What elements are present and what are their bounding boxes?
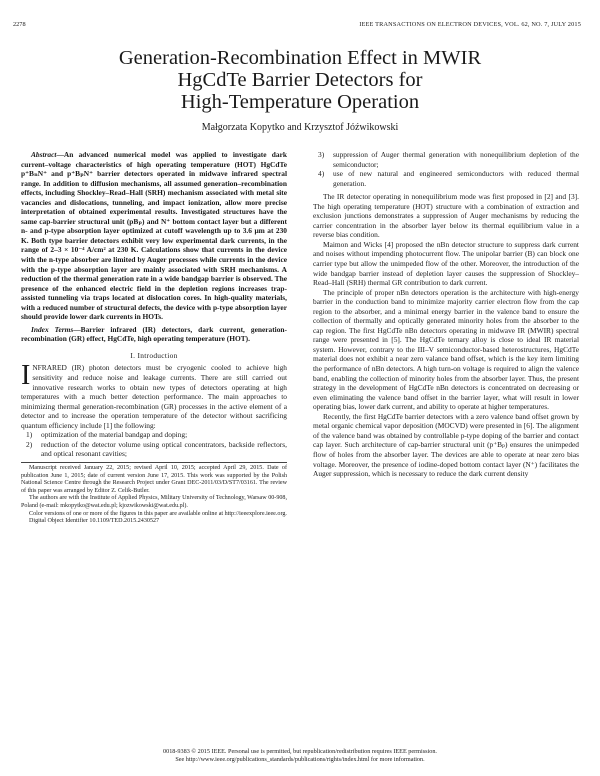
drop-cap: I bbox=[21, 360, 31, 392]
abstract-text: An advanced numerical model was applied to investigate dark current–voltage characteristics of high operating temperature (HOT) HgCdTe p⁺BₙN⁺ and p⁺BₚN⁺ barrier detectors operated in midwave infrared spectral range. In addition to diffusion mechanisms, all assumed generation–recombination effects, including Shockley–Read–Hall (SRH) mechanism associated with metal site vacancies and dislocations, tunneling, and impact ionization, allow more precise interpretation of obtained experimental results. Investigated structures have the same cap-barrier structural unit (pBₚ) and N⁺ bottom contact layer but a different n- and p-type absorption layer optimized at cutoff wavelength up to 3.6 μm at 230 K. Both type barrier detectors exhibit very low experimental dark currents, in the range of 2–3 × 10⁻⁴ A/cm² at 230 K. Calculations show that currents in the device with the n-type absorber are limited by Auger processes while currents in the device with the p-type absorption layer are mainly associated with SRH mechanisms. A reduction of the thermal generation rate in a wide bandgap barrier is observed. The presence of the enhanced electric field in the depletion regions increases trap-assisted tunneling via traps located at dislocation cores. In high-quality materials, with a reduced number of structural defects, the device with p-type absorption layer should provide lower dark currents in HOTs. bbox=[21, 150, 287, 322]
intro-paragraph-4: The principle of proper nBn detectors operation is the architecture with high-energy barrier in the conduction band to minimize majority carrier electron flow from the cap region to the absorber, and a minimal energy barrier in the valence band to ensure the collection of thermally and optically generated minority holes from the absorber to the cap region. The first HgCdTe nBn detectors operating in midwave IR (MWIR) spectral range were presented in [5]. The HgCdTe ternary alloy is close to ideal IR material system. However, contrary to the III–V semiconductor-based heterostructures, HgCdTe material does not exhibit a near zero valance band offset, which is the key item limiting the performance of nBn detectors. A high turn-on voltage is required to align the valence band, enabling the collection of minority holes from the absorber layer. Thus, the present strategy in the development of HgCdTe nBn detectors is concentrated on decreasing or even eliminating the valence band offset in the barrier layer, what will result in lower operating bias, lower dark current, and ability to operate at higher temperatures. bbox=[313, 287, 579, 412]
footnote-authors: The authors are with the Institute of Applied Physics, Military University of Technology, Warsaw 00-908, Poland (e-mail: mkopytko@wat.edu.pl; kjozwikowski@wat.edu.pl). bbox=[21, 495, 287, 509]
footnote-color: Color versions of one or more of the figures in this paper are available online at http://ieeexplore.ieee.org. bbox=[29, 510, 287, 517]
title-line-3: High-Temperature Operation bbox=[180, 91, 420, 113]
footnote-doi: Digital Object Identifier 10.1109/TED.2015.2430527 bbox=[29, 518, 160, 525]
list-item bbox=[21, 430, 287, 440]
index-terms-dash: — bbox=[73, 324, 81, 334]
list-item-number: 3) bbox=[318, 150, 325, 159]
journal-header: IEEE TRANSACTIONS ON ELECTRON DEVICES, VOL. 62, NO. 7, JULY 2015 bbox=[359, 21, 581, 28]
footnote-manuscript: Manuscript received January 22, 2015; revised April 10, 2015; accepted April 29, 2015. Date of publication June 1, 2015; date of current version June 17, 2015. This work was supported by the Polish National Science Centre through the Research Project under Grant DEC-2011/03/D/ST7/03161. The review of this paper was arranged by Editor Z. Celik-Butler. bbox=[21, 464, 287, 494]
left-column bbox=[21, 150, 287, 526]
list-item bbox=[21, 440, 287, 459]
index-terms bbox=[21, 325, 287, 344]
index-terms-label: Index Terms bbox=[31, 324, 74, 334]
list-item bbox=[313, 169, 579, 188]
footnote-divider bbox=[21, 462, 287, 463]
list-item-text: use of new natural and engineered semiconductors with reduced thermal generation. bbox=[333, 169, 579, 188]
intro-paragraph-3: Maimon and Wicks [4] proposed the nBn detector structure to suppress dark current and noises without impending photocurrent flow. The unipolar barrier (B) can block one carrier type but allow the unimpeded flow of the other. Moreover, the introduction of the wide bandgap barrier instead of depletion layer causes the suppression of Shockley–Read–Hall (SRH) thermal GR contribution to dark current. bbox=[313, 239, 579, 288]
right-column bbox=[313, 150, 579, 479]
copyright-notice bbox=[0, 748, 600, 764]
copyright-line-1: 0018-9383 © 2015 IEEE. Personal use is permitted, but republication/redistribution requires IEEE permission. bbox=[163, 748, 437, 755]
abstract-dash: — bbox=[56, 150, 64, 159]
list-item-number: 1) bbox=[26, 430, 33, 440]
index-terms-text: Barrier infrared (IR) detectors, dark current, generation-recombination (GR) effect, HgCdTe, high operating temperature (HOT). bbox=[21, 324, 288, 344]
footnotes bbox=[21, 465, 287, 526]
title-line-2: HgCdTe Barrier Detectors for bbox=[177, 69, 423, 91]
approach-list-left bbox=[21, 430, 287, 459]
intro-paragraph-1-text: NFRARED (IR) photon detectors must be cryogenic cooled to achieve high sensitivity and reduce noise and leakage currents. There are still carried out innovative research works to obtain new types of detectors operating at high temperatures with a much better detection performance. The main approaches to minimizing thermal generation-recombination (GR) processes in the active element of a detector and to increase the operation temperature of the detector without sacrificing quantum efficiency include [1] the following: bbox=[21, 363, 287, 430]
list-item-text: optimization of the material bandgap and doping; bbox=[41, 430, 188, 440]
copyright-line-2: See http://www.ieee.org/publications_standards/publications/rights/index.html for more information. bbox=[175, 756, 425, 763]
title-line-1: Generation-Recombination Effect in MWIR bbox=[118, 47, 482, 69]
list-item bbox=[313, 150, 579, 169]
section-heading-introduction: I. Introduction bbox=[130, 350, 178, 360]
list-item-text: suppression of Auger thermal generation with nonequilibrium depletion of the semiconductor; bbox=[333, 150, 579, 169]
abstract-label: Abstract bbox=[31, 150, 57, 159]
approach-list-right bbox=[313, 150, 579, 188]
authors: Małgorzata Kopytko and Krzysztof Jóźwikowski bbox=[201, 122, 399, 133]
intro-paragraph-2: The IR detector operating in nonequilibrium mode was first proposed in [2] and [3]. The high operating temperature (HOT) structure with a combination of extraction and exclusion junctions demonstrates a suppression of Auger mechanisms by reducing the carrier concentration in the absorber layer below its thermal equilibrium value in a reverse bias condition. bbox=[313, 192, 579, 240]
intro-paragraph-1 bbox=[21, 360, 287, 430]
list-item-number: 2) bbox=[26, 439, 33, 449]
intro-paragraph-5: Recently, the first HgCdTe barrier detectors with a zero valence band offset grown by metal organic chemical vapor deposition (MOCVD) were presented in [6]. The alignment of the valence band was obtained by controllable p-type doping of the barrier and contact cap layer. Such architecture of cap-barrier structural unit (p⁺Bₚ) ensures the unimpeded flow of holes from the absorber layer. The devices are able to operate at near zero bias voltage. Moreover, the presence of iodine-doped bottom contact layer (N⁺) facilitates the Auger suppression, which is necessary to reduce the dark current density bbox=[313, 411, 579, 479]
list-item-number: 4) bbox=[318, 169, 325, 179]
paper-title bbox=[40, 47, 560, 113]
list-item-text: reduction of the detector volume using optical concentrators, backside reflectors, and optical resonant cavities; bbox=[41, 439, 287, 459]
page-number: 2278 bbox=[13, 21, 26, 28]
abstract bbox=[21, 150, 287, 322]
